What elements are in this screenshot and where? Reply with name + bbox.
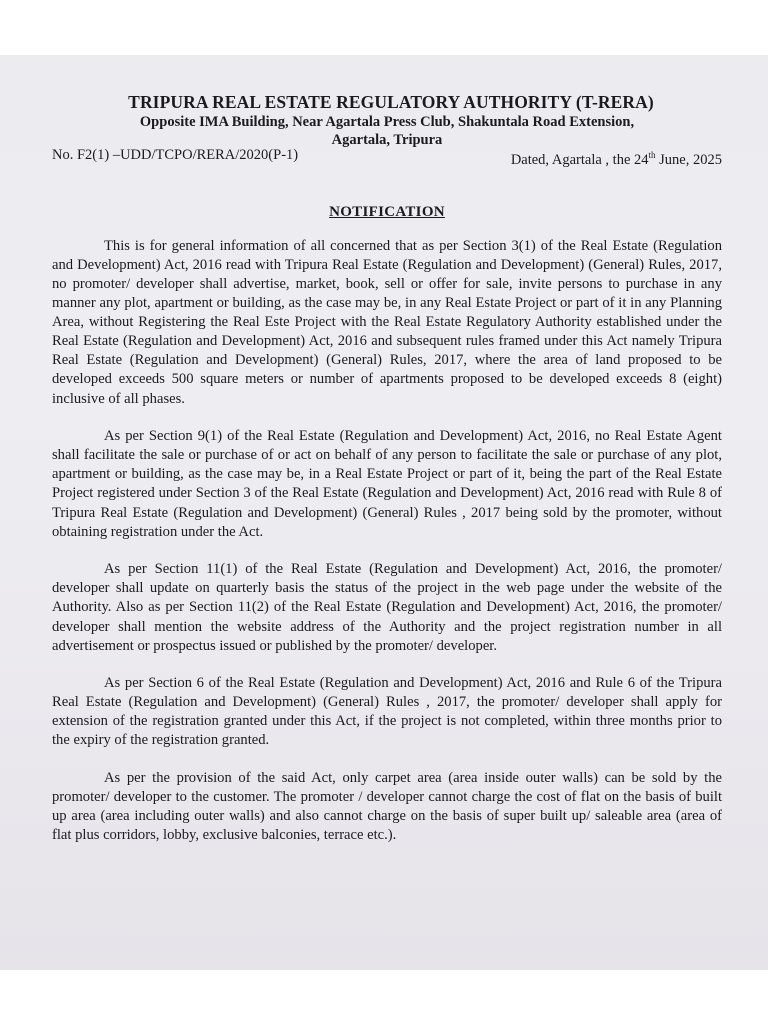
notification-document xyxy=(52,91,722,864)
notification-heading xyxy=(52,203,722,221)
paragraph-real-estate-agent: As per Section 9(1) of the Real Estate (Regulation and Development) Act, 2016, no Real Estate Agent shall facilitate the sale or purchase of or act on behalf of any person to facilitate the sale or purchase of any plot, apartment or building, as the case may be, in a Real Estate Project or part of it, being the part of the Real Estate Project registered under Section 3 of the Real Estate (Regulation and Development) Act, 2016 read with Rule 8 of Tripura Real Estate (Regulation and Development) (General) Rules , 2017 being sold by the promoter, without obtaining registration under the Act. xyxy=(52,428,722,540)
letterhead xyxy=(52,91,722,169)
address-line-2: Agartala, Tripura xyxy=(331,132,443,148)
issue-date-suffix: June, 2025 xyxy=(655,151,722,168)
reference-number: No. F2(1) –UDD/TCPO/RERA/2020(P-1) xyxy=(52,147,299,163)
authority-name: TRIPURA REAL ESTATE REGULATORY AUTHORITY (T-RERA) xyxy=(128,92,654,112)
authority-address xyxy=(52,113,722,149)
issue-date-prefix: Dated, Agartala , the 24 xyxy=(510,151,649,168)
issue-date-ordinal: th xyxy=(648,150,656,160)
paragraph-quarterly-update: As per Section 11(1) of the Real Estate (Regulation and Development) Act, 2016, the promoter/ developer shall update on quarterly basis the status of the project in the web page under the website of the Authority. Also as per Section 11(2) of the Real Estate (Regulation and Development) Act, 2016, the promoter/ developer shall mention the website address of the Authority and the project registration number in all advertisement or prospectus issued or published by the promoter/ developer. xyxy=(52,561,722,654)
paragraph-carpet-area: As per the provision of the said Act, only carpet area (area inside outer walls) can be sold by the promoter/ developer to the customer. The promoter / developer cannot charge the cost of flat on the basis of built up area (area including outer walls) and also cannot charge on the basis of super built up/ saleable area (area of flat plus corridors, lobby, exclusive balconies, terrace etc.). xyxy=(52,770,722,844)
scanned-page xyxy=(0,55,768,970)
address-line-1: Opposite IMA Building, Near Agartala Press Club, Shakuntala Road Extension, xyxy=(139,114,635,130)
paragraph-extension: As per Section 6 of the Real Estate (Regulation and Development) Act, 2016 and Rule 6 of the Tripura Real Estate (Regulation and Development) (General) Rules , 2017, the promoter/ developer shall apply for extension of the registration granted under this Act, if the project is not completed, within three months prior to the expiry of the registration granted. xyxy=(52,675,722,749)
notification-title: NOTIFICATION xyxy=(329,203,445,220)
notification-body xyxy=(52,237,722,846)
paragraph-registration: This is for general information of all concerned that as per Section 3(1) of the Real Estate (Regulation and Development) Act, 2016 read with Tripura Real Estate (Regulation and Development) (General) Rules, 2017, no promoter/ developer shall advertise, market, book, sell or offer for sale, invite persons to purchase in any manner any plot, apartment or building, as the case may be, in any Real Estate Project or part of it in any Planning Area, without Registering the Real Este Project with the Real Estate Regulatory Authority established under the Real Estate (Regulation and Development) Act, 2016 and subsequent rules framed under this Act namely Tripura Real Estate (Regulation and Development) (General) Rules, 2017, where the area of land proposed to be developed exceeds 500 square meters or number of apartments proposed to be developed exceeds 8 (eight) inclusive of all phases. xyxy=(52,237,722,407)
issue-date xyxy=(511,146,722,169)
reference-row xyxy=(52,146,722,169)
